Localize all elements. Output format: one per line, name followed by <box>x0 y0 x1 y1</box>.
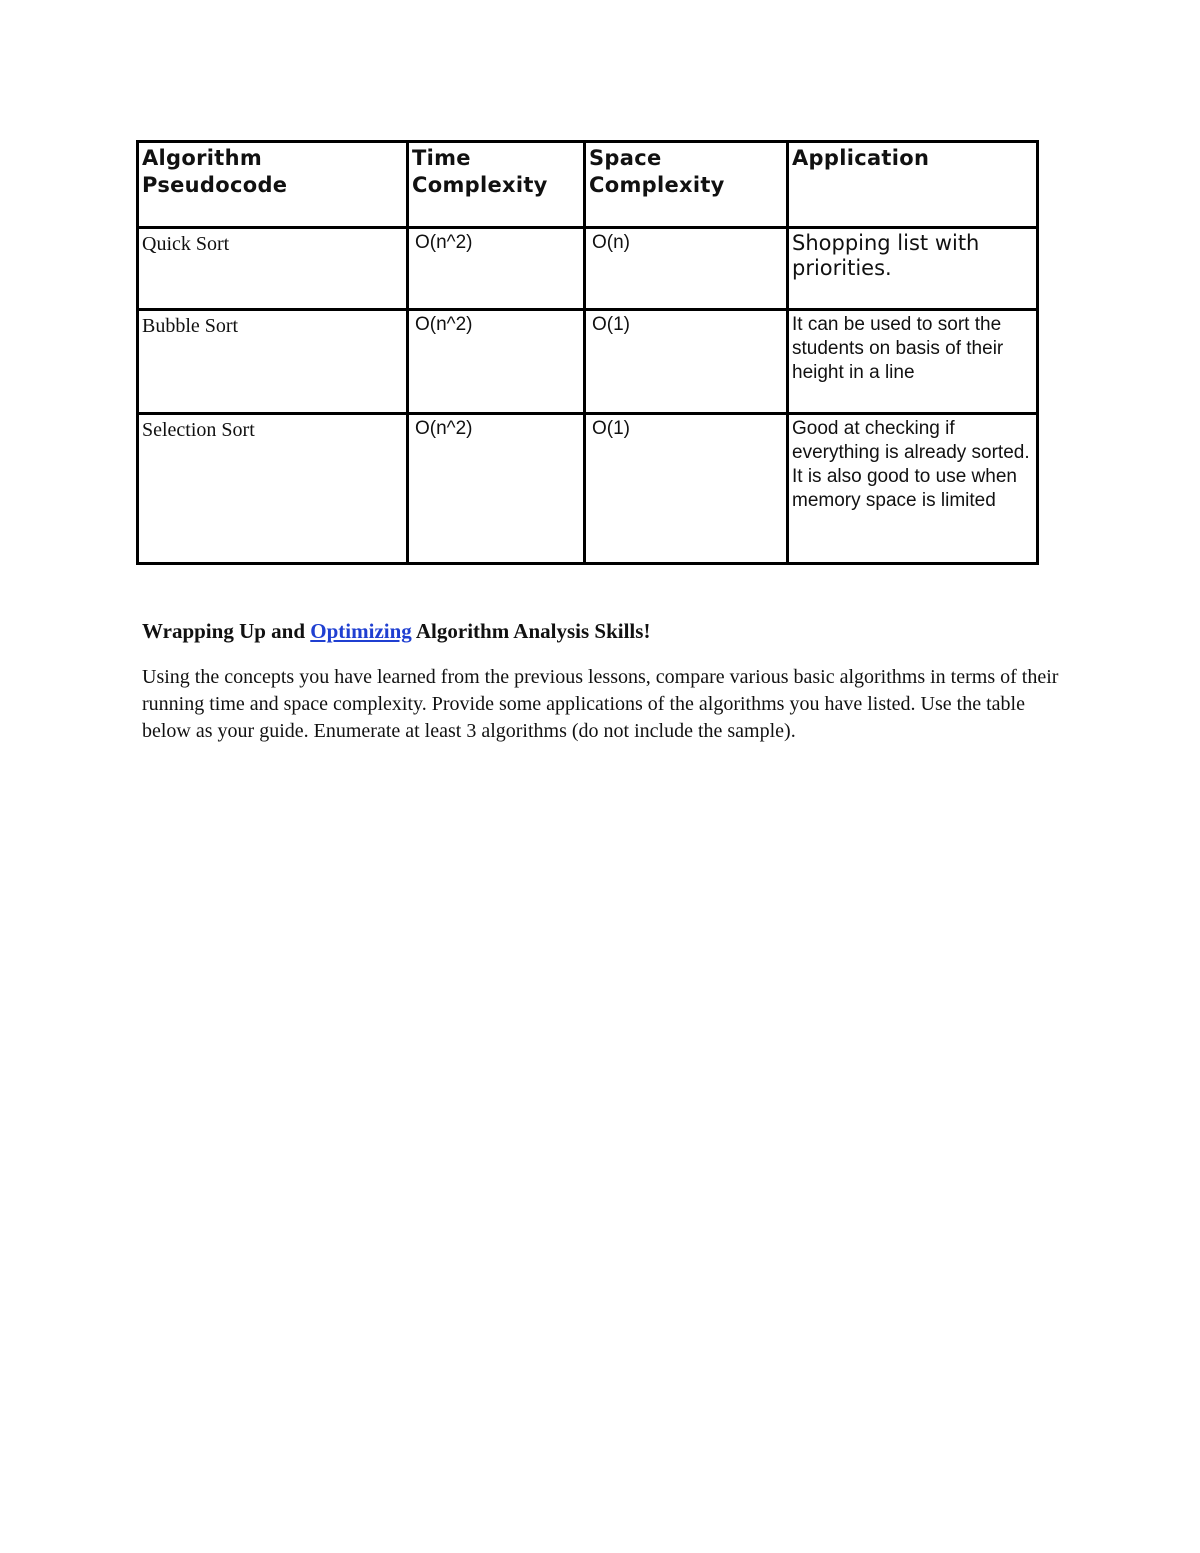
table-header-row <box>138 142 1038 228</box>
table-row <box>138 228 1038 310</box>
heading-prefix: Wrapping Up and <box>142 619 311 643</box>
optimizing-link[interactable]: Optimizing <box>310 619 412 643</box>
header-application: Application <box>788 142 1038 228</box>
section-heading <box>142 616 1062 646</box>
table-row <box>138 310 1038 414</box>
cell-space: O(1) <box>585 310 788 414</box>
instructions-paragraph: Using the concepts you have learned from the previous lessons, compare various basic algorithms in terms of their running time and space complexity. Provide some applications of the algorithms you have listed. Use the table below as your guide. Enumerate at least 3 algorithms (do not include the sample). <box>142 666 1059 742</box>
cell-time: O(n^2) <box>408 310 585 414</box>
instructions-section <box>142 616 1062 745</box>
cell-algorithm: Selection Sort <box>138 414 408 564</box>
cell-algorithm: Quick Sort <box>138 228 408 310</box>
algorithm-table <box>136 140 1039 565</box>
cell-space: O(1) <box>585 414 788 564</box>
header-algorithm: Algorithm Pseudocode <box>138 142 408 228</box>
header-space-complexity: Space Complexity <box>585 142 788 228</box>
header-time-complexity: Time Complexity <box>408 142 585 228</box>
cell-time: O(n^2) <box>408 414 585 564</box>
heading-suffix: Algorithm Analysis Skills! <box>411 619 651 643</box>
cell-algorithm: Bubble Sort <box>138 310 408 414</box>
cell-application: Shopping list with priorities. <box>788 228 1038 310</box>
cell-application: Good at checking if everything is already sorted. It is also good to use when memory space is limited <box>788 414 1038 564</box>
cell-time: O(n^2) <box>408 228 585 310</box>
table-row <box>138 414 1038 564</box>
cell-space: O(n) <box>585 228 788 310</box>
cell-application: It can be used to sort the students on basis of their height in a line <box>788 310 1038 414</box>
